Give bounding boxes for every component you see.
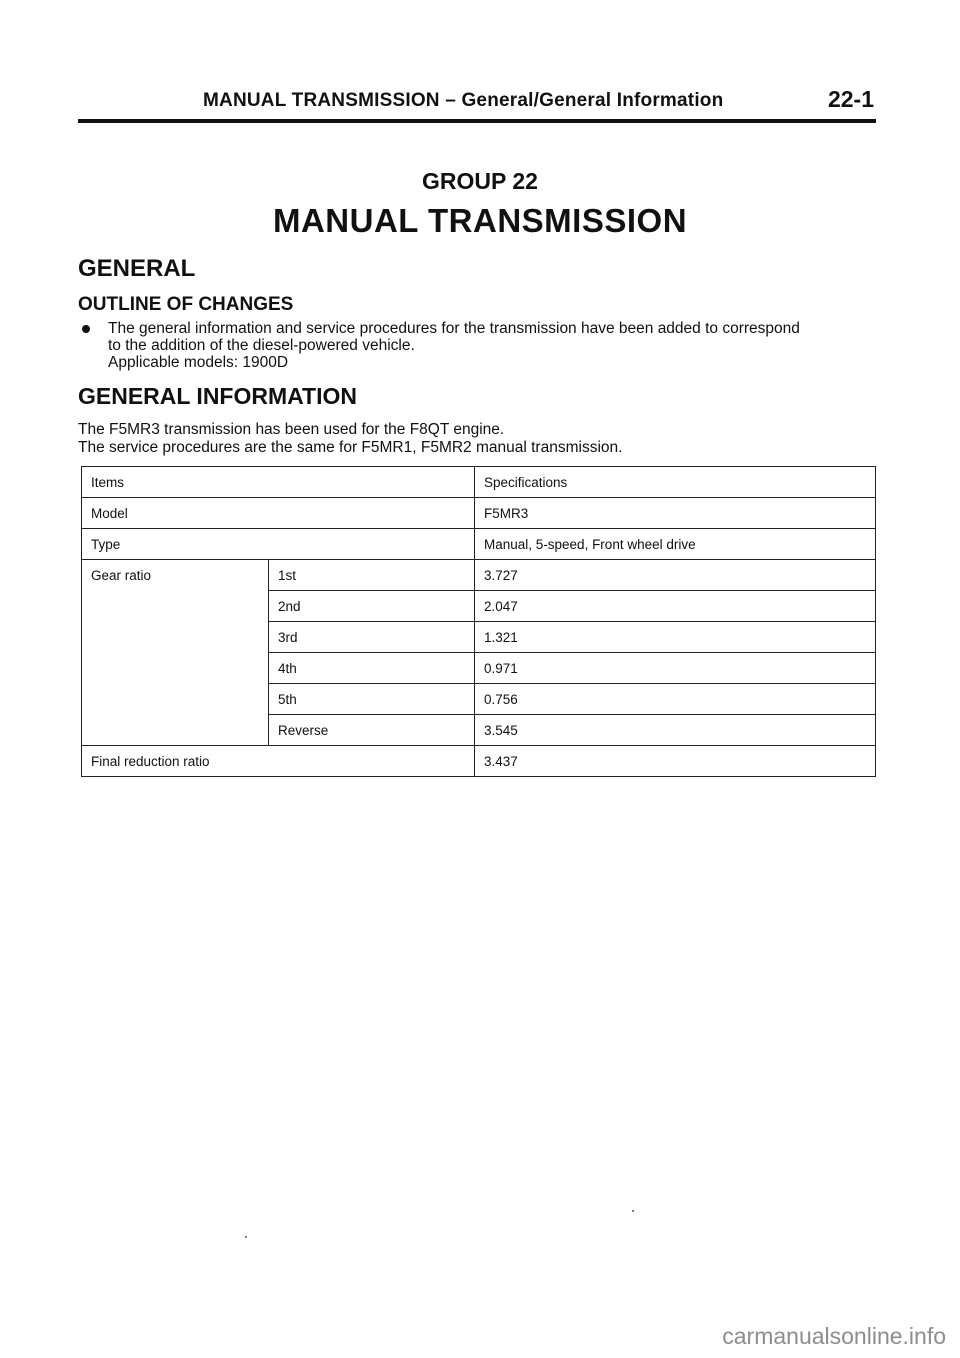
gear-name: 4th: [269, 653, 475, 684]
gear-value: 1.321: [475, 622, 876, 653]
row-value: 3.437: [475, 746, 876, 777]
intro-line: The service procedures are the same for F5MR1, F5MR2 manual transmission.: [78, 439, 623, 456]
row-label: Final reduction ratio: [82, 746, 475, 777]
scan-speck: [245, 1236, 247, 1238]
gear-value: 3.727: [475, 560, 876, 591]
group-label: GROUP 22: [422, 168, 538, 194]
table-row: [82, 560, 876, 591]
gear-name: 2nd: [269, 591, 475, 622]
table-row: [82, 498, 876, 529]
intro-line: The F5MR3 transmission has been used for the F8QT engine.: [78, 421, 505, 438]
specifications-table: [81, 466, 876, 777]
header-rule: [78, 119, 876, 123]
gear-name: 3rd: [269, 622, 475, 653]
row-label: Model: [82, 498, 475, 529]
table-header-row: [82, 467, 876, 498]
scan-speck: [632, 1210, 634, 1212]
header-specifications: Specifications: [475, 467, 876, 498]
gear-ratio-label: Gear ratio: [82, 560, 269, 746]
gear-value: 3.545: [475, 715, 876, 746]
gear-value: 0.971: [475, 653, 876, 684]
running-header: [78, 86, 876, 120]
intro-paragraph: [78, 421, 878, 457]
group-title: MANUAL TRANSMISSION: [272, 202, 688, 239]
gear-value: 2.047: [475, 591, 876, 622]
table-row: [82, 529, 876, 560]
table-row: [82, 746, 876, 777]
gear-name: Reverse: [269, 715, 475, 746]
section-heading-general-information: GENERAL INFORMATION: [78, 383, 357, 409]
bullet-line: The general information and service procedures for the transmission have been added to correspond: [108, 320, 800, 337]
bullet-line: to the addition of the diesel-powered vehicle.: [108, 337, 415, 354]
row-value: Manual, 5-speed, Front wheel drive: [475, 529, 876, 560]
gear-name: 5th: [269, 684, 475, 715]
subheading-outline-of-changes: OUTLINE OF CHANGES: [78, 294, 294, 315]
bullet-line: Applicable models: 1900D: [108, 354, 289, 371]
outline-bullet: [78, 320, 878, 371]
running-title: MANUAL TRANSMISSION – General/General Information: [203, 90, 724, 111]
row-label: Type: [82, 529, 475, 560]
watermark: carmanualsonline.info: [722, 1323, 946, 1349]
page-number: 22-1: [827, 86, 874, 112]
bullet-icon: [82, 325, 90, 333]
row-value: F5MR3: [475, 498, 876, 529]
gear-name: 1st: [269, 560, 475, 591]
gear-value: 0.756: [475, 684, 876, 715]
header-items: Items: [82, 467, 475, 498]
section-heading-general: GENERAL: [78, 255, 196, 282]
